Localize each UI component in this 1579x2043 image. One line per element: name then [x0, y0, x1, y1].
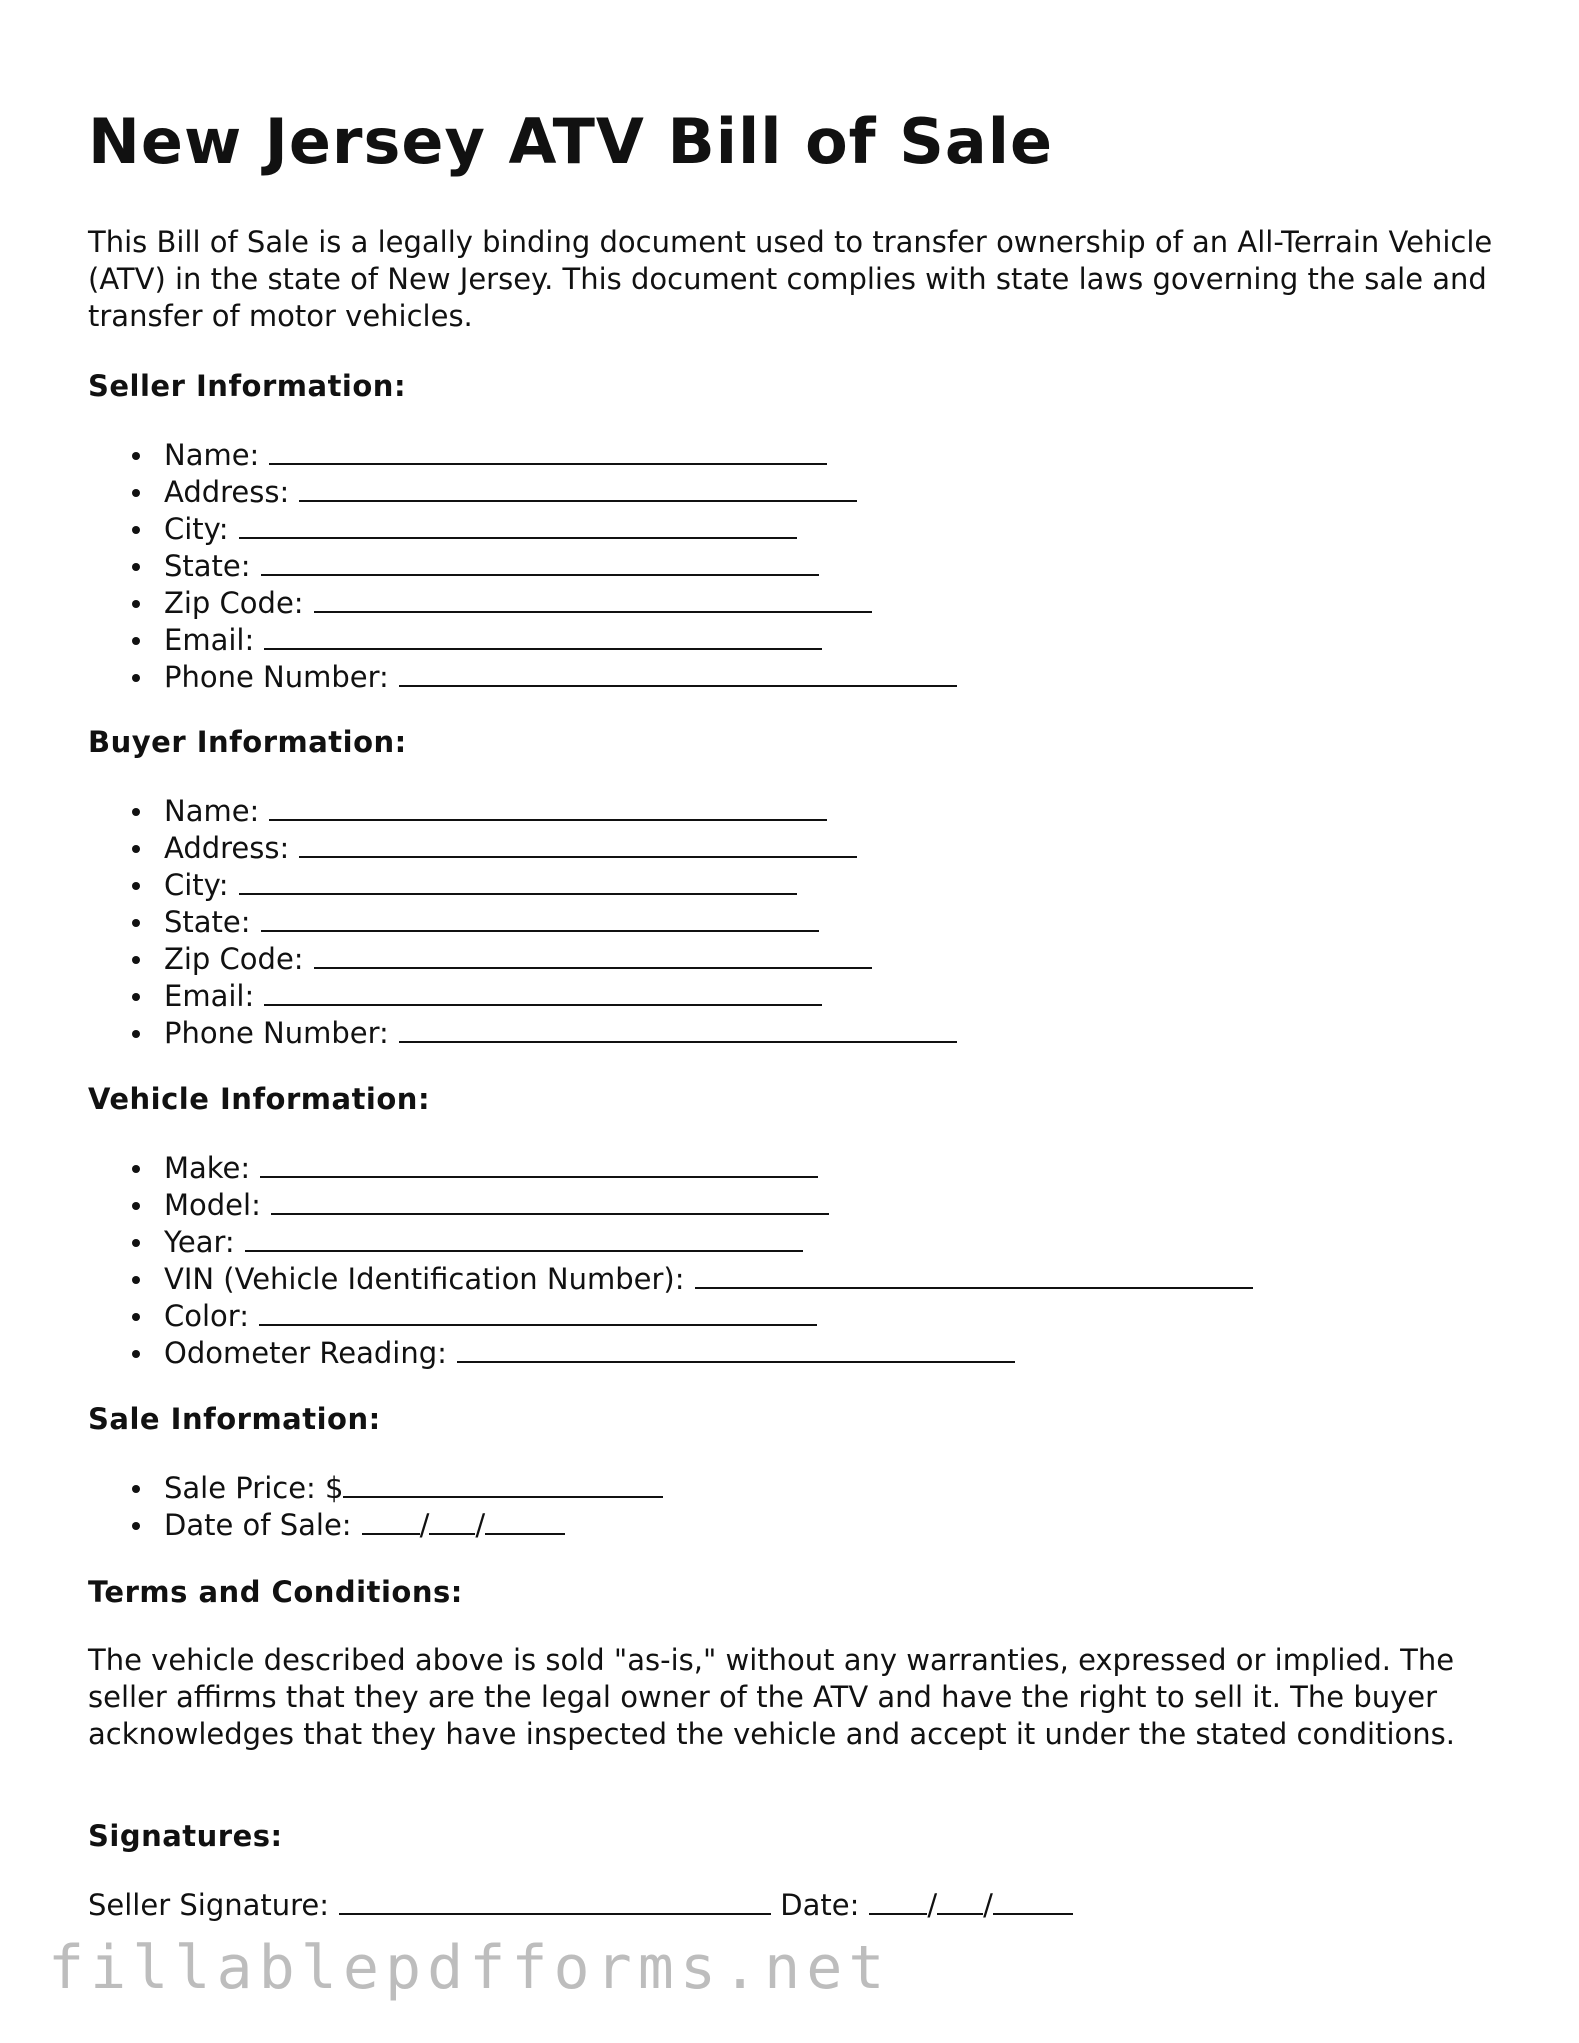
vehicle-model-field: Model:: [88, 1186, 1253, 1223]
terms-section-heading: Terms and Conditions:: [88, 1575, 463, 1609]
seller-phone-input[interactable]: [399, 658, 957, 687]
seller-zip-input[interactable]: [314, 584, 872, 613]
seller-email-input[interactable]: [264, 621, 822, 650]
terms-paragraph: The vehicle described above is sold "as-is," without any warranties, expressed or implied. The seller affirms that they are the legal owner of the ATV and have the right to sell it. The buyer acknowledges that they have inspected the vehicle and accept it under the stated conditions.: [88, 1643, 1455, 1751]
sale-price-field: Sale Price: $: [88, 1469, 663, 1506]
vehicle-year-input[interactable]: [245, 1223, 803, 1252]
vehicle-color-field: Color:: [88, 1297, 1253, 1334]
buyer-email-field: Email:: [88, 977, 957, 1014]
vehicle-section-heading: Vehicle Information:: [88, 1082, 431, 1116]
seller-address-input[interactable]: [299, 473, 857, 502]
buyer-address-input[interactable]: [299, 829, 857, 858]
watermark: fillablepdfforms.net: [48, 1933, 891, 2003]
page-title: New Jersey ATV Bill of Sale: [88, 105, 1054, 178]
buyer-address-field: Address:: [88, 829, 957, 866]
sale-date-day-input[interactable]: [429, 1506, 475, 1535]
seller-email-field: Email:: [88, 621, 957, 658]
seller-signature-input[interactable]: [339, 1886, 771, 1915]
seller-zip-field: Zip Code:: [88, 584, 957, 621]
buyer-city-field: City:: [88, 866, 957, 903]
sale-date-year-input[interactable]: [485, 1506, 565, 1535]
vehicle-vin-field: VIN (Vehicle Identification Number):: [88, 1260, 1253, 1297]
seller-name-field: Name:: [88, 436, 957, 473]
sale-price-input[interactable]: [343, 1469, 663, 1498]
seller-signature-row: Seller Signature: Date: / /: [88, 1886, 1073, 1924]
seller-address-field: Address:: [88, 473, 957, 510]
seller-city-input[interactable]: [239, 510, 797, 539]
vehicle-field-list: [88, 1149, 1253, 1371]
buyer-field-list: [88, 792, 957, 1051]
vehicle-year-field: Year:: [88, 1223, 1253, 1260]
sale-date-month-input[interactable]: [362, 1506, 420, 1535]
buyer-phone-input[interactable]: [399, 1014, 957, 1043]
signature-date-year-input[interactable]: [993, 1886, 1073, 1915]
sale-section-heading: Sale Information:: [88, 1402, 381, 1436]
buyer-zip-field: Zip Code:: [88, 940, 957, 977]
buyer-state-field: State:: [88, 903, 957, 940]
vehicle-model-input[interactable]: [271, 1186, 829, 1215]
vehicle-make-field: Make:: [88, 1149, 1253, 1186]
seller-state-field: State:: [88, 547, 957, 584]
seller-phone-field: Phone Number:: [88, 658, 957, 695]
buyer-state-input[interactable]: [261, 903, 819, 932]
sale-field-list: [88, 1469, 663, 1543]
signature-date-label: Date:: [780, 1888, 860, 1922]
seller-field-list: [88, 436, 957, 695]
signature-date-day-input[interactable]: [937, 1886, 983, 1915]
vehicle-odometer-field: Odometer Reading:: [88, 1334, 1253, 1371]
buyer-city-input[interactable]: [239, 866, 797, 895]
signatures-section-heading: Signatures:: [88, 1819, 283, 1853]
vehicle-vin-input[interactable]: [695, 1260, 1253, 1289]
seller-city-field: City:: [88, 510, 957, 547]
vehicle-make-input[interactable]: [260, 1149, 818, 1178]
signature-date-month-input[interactable]: [869, 1886, 927, 1915]
buyer-zip-input[interactable]: [314, 940, 872, 969]
seller-section-heading: Seller Information:: [88, 369, 407, 403]
buyer-name-input[interactable]: [269, 792, 827, 821]
buyer-name-field: Name:: [88, 792, 957, 829]
buyer-section-heading: Buyer Information:: [88, 725, 407, 759]
vehicle-color-input[interactable]: [259, 1297, 817, 1326]
seller-signature-label: Seller Signature:: [88, 1888, 330, 1922]
buyer-phone-field: Phone Number:: [88, 1014, 957, 1051]
vehicle-odometer-input[interactable]: [457, 1334, 1015, 1363]
seller-name-input[interactable]: [269, 436, 827, 465]
sale-date-field: Date of Sale: / /: [88, 1506, 663, 1543]
buyer-email-input[interactable]: [264, 977, 822, 1006]
seller-state-input[interactable]: [261, 547, 819, 576]
intro-paragraph: This Bill of Sale is a legally binding document used to transfer ownership of an All-Terrain Vehicle (ATV) in the state of New Jersey. This document complies with state laws governing the sale and transfer of motor vehicles.: [88, 225, 1493, 333]
